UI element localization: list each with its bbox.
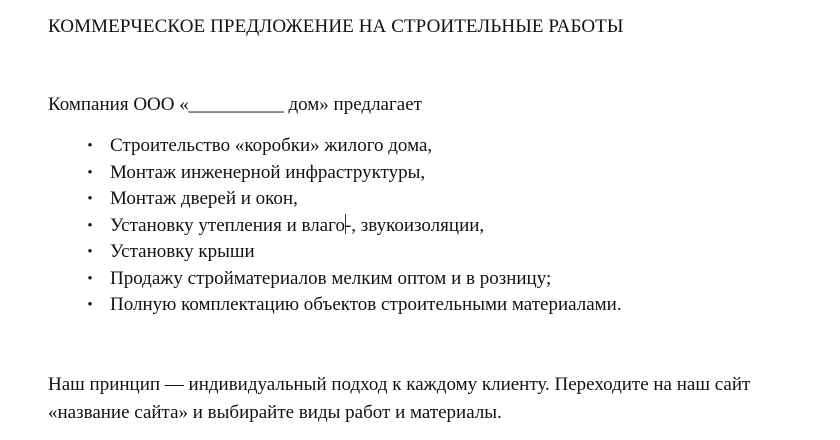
bullet-icon: • bbox=[87, 297, 93, 313]
bullet-icon: • bbox=[87, 164, 93, 181]
outro-line: Наш принцип — индивидуальный подход к каждому клиенту. Переходите на наш сайт bbox=[48, 374, 751, 395]
intro-paragraph: Компания ООО «__________ дом» предлагает bbox=[48, 94, 422, 115]
bullet-icon: • bbox=[87, 244, 93, 260]
list-item-text: Полную комплектацию объектов строительными материалами. bbox=[110, 294, 622, 315]
list-item-text: Монтаж инженерной инфраструктуры, bbox=[110, 161, 426, 183]
list-item-text: Продажу стройматериалов мелким оптом и в розницу; bbox=[110, 267, 552, 289]
outro-paragraph bbox=[48, 371, 828, 427]
list-item-text: Строительство «коробки» жилого дома, bbox=[110, 135, 433, 156]
list-item bbox=[0, 133, 622, 160]
list-item bbox=[0, 213, 622, 240]
bullet-icon: • bbox=[87, 217, 93, 234]
list-item-text: Монтаж дверей и окон, bbox=[110, 188, 298, 209]
text-before-cursor: Установку утепления и влаго bbox=[110, 214, 345, 236]
list-item bbox=[0, 160, 622, 187]
list-item bbox=[0, 266, 622, 293]
document-title: КОММЕРЧЕСКОЕ ПРЕДЛОЖЕНИЕ НА СТРОИТЕЛЬНЫЕ РАБОТЫ bbox=[48, 16, 624, 37]
list-item bbox=[0, 292, 622, 319]
list-item-text: Установку крыши bbox=[110, 241, 255, 262]
list-item-text bbox=[110, 215, 484, 236]
bullet-icon: • bbox=[87, 191, 93, 207]
text-after-cursor: -, звукоизоляции, bbox=[344, 214, 485, 236]
list-item bbox=[0, 239, 622, 266]
list-item bbox=[0, 186, 622, 213]
outro-line: «название сайта» и выбирайте виды работ и материалы. bbox=[48, 402, 502, 423]
bullet-icon: • bbox=[87, 138, 93, 154]
bullet-icon: • bbox=[87, 270, 93, 287]
services-list bbox=[0, 133, 622, 319]
